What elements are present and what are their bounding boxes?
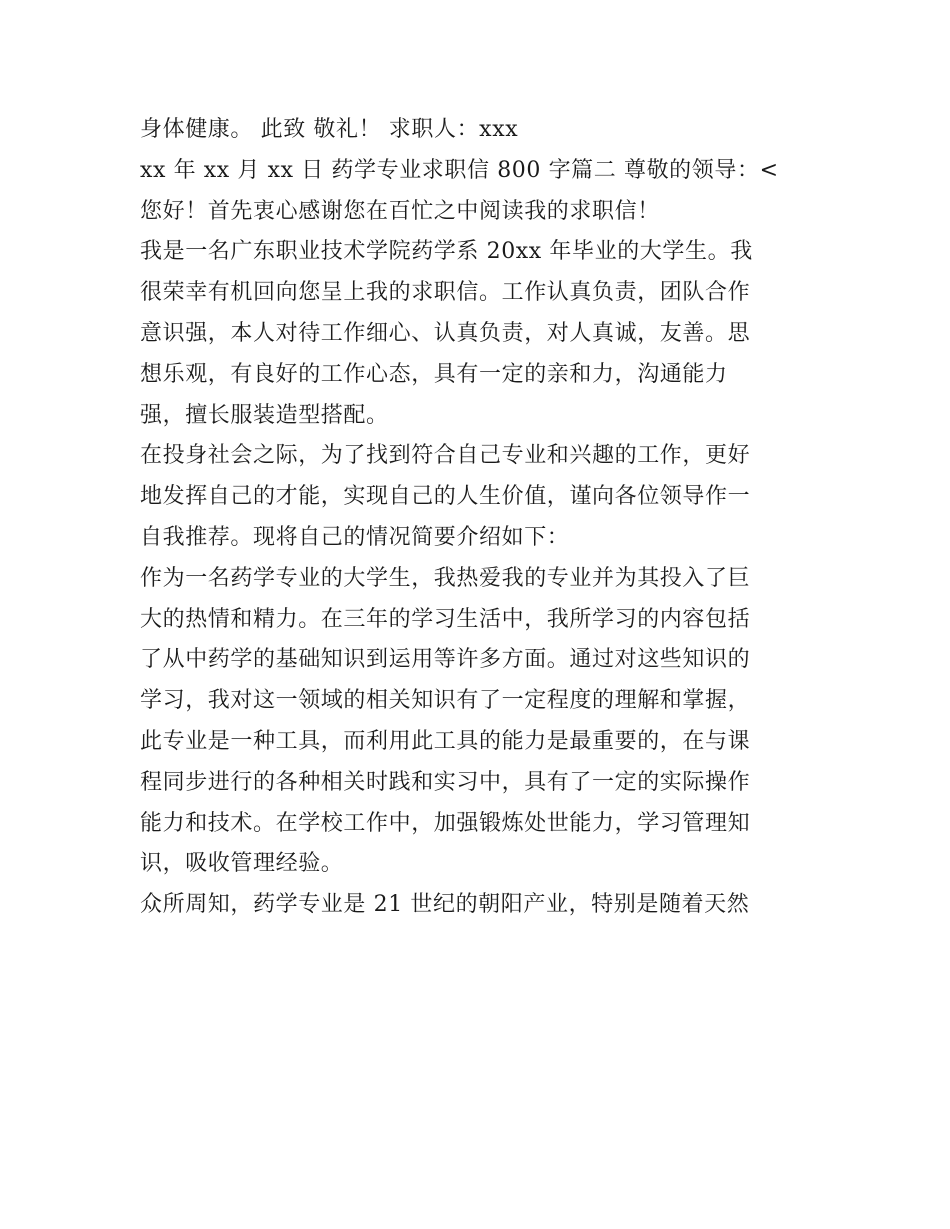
text-line: 自我推荐。现将自己的情况简要介绍如下：: [140, 524, 570, 550]
text-line: 学习，我对这一领域的相关知识有了一定程度的理解和掌握，: [140, 688, 751, 714]
text-line: 识，吸收管理经验。: [140, 851, 344, 877]
text-line: 您好！首先衷心感谢您在百忙之中阅读我的求职信！: [140, 198, 660, 224]
text-line: 我是一名广东职业技术学院药学系 20xx 年毕业的大学生。我: [140, 239, 753, 265]
text-line: 地发挥自己的才能，实现自己的人生价值，谨向各位领导作一: [140, 484, 751, 510]
text-line: 众所周知，药学专业是 21 世纪的朝阳产业，特别是随着天然: [140, 892, 750, 918]
text-line: 能力和技术。在学校工作中，加强锻炼处世能力，学习管理知: [140, 810, 751, 836]
text-line: 身体健康。 此致 敬礼！ 求职人：xxx: [140, 117, 519, 142]
text-line: 作为一名药学专业的大学生，我热爱我的专业并为其投入了巨: [140, 565, 751, 591]
text-line: 很荣幸有机回向您呈上我的求职信。工作认真负责，团队合作: [140, 280, 751, 306]
text-line: 大的热情和精力。在三年的学习生活中，我所学习的内容包括: [140, 606, 751, 632]
text-line: 意识强，本人对待工作细心、认真负责，对人真诚，友善。思: [140, 320, 751, 346]
text-line: 在投身社会之际，为了找到符合自己专业和兴趣的工作，更好: [140, 443, 751, 469]
letter-body: [140, 110, 820, 926]
text-line: xx 年 xx 月 xx 日 药学专业求职信 800 字篇二 尊敬的领导：<: [140, 157, 779, 183]
text-line: 了从中药学的基础知识到运用等许多方面。通过对这些知识的: [140, 647, 751, 673]
text-line: 强，擅长服装造型搭配。: [140, 402, 389, 428]
text-line: 程同步进行的各种相关时践和实习中，具有了一定的实际操作: [140, 769, 751, 795]
text-line: 想乐观，有良好的工作心态，具有一定的亲和力，沟通能力: [140, 361, 728, 387]
text-line: 此专业是一种工具，而利用此工具的能力是最重要的，在与课: [140, 728, 751, 754]
